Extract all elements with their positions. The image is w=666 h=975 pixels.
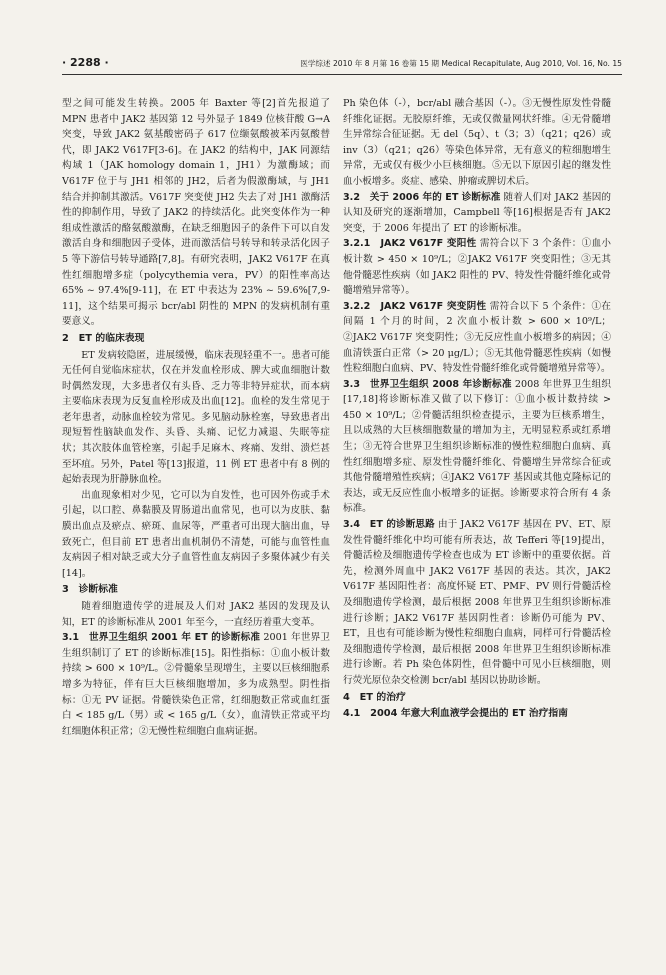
running-header	[62, 56, 622, 75]
text-jak2-positive: 需符合以下 3 个条件：①血小板计数 > 450 × 10⁹/L；②JAK2 V617F 突变阳性；③无其他骨髓恶性疾病（如 JAK2 阳性的 PV、特发性骨髓纤维化或骨髓增殖异常等）。	[343, 238, 611, 297]
paragraph-clinical-features: ET 发病较隐匿，进展缓慢，临床表现轻重不一。患者可能无任何自觉临床症状，仅在并发血栓形成、脾大或血细胞计数时偶然发现，大多患者仅有头昏、乏力等非特异症状，而本病主要临床表现为反复血栓形成及出血[12]。血栓的发生常见于老年患者，动脉血栓较为常见。多见脑动脉栓塞，导致患者出现短暂性脑缺血发作、头昏、头痛、记忆力减退、失眠等症状；其次肢体血管栓塞，引起手足麻木、疼痛、发绀、溃烂甚至坏疽。另外，Patel 等[13]报道，11 例 ET 患者中有 8 例的起始表现为肝静脉血栓。	[62, 349, 330, 486]
heading-who-2008: 3.3 世界卫生组织 2008 年诊断标准	[343, 378, 512, 390]
page-number: · 2288 ·	[62, 56, 109, 69]
paragraph-who-2001	[62, 630, 330, 739]
text-jak2-negative: 需符合以下 5 个条件：①在间隔 1 个月的时间，2 次血小板计数 > 600 × 10⁹/L；②JAK2 V617F 突变阴性；③无反应性血小板增多的病因；④血清铁蛋白正常（> 20 μg/L）；⑤无其他骨髓恶性疾病（如慢性粒细胞白血病、PV、特发性骨髓纤维化或骨髓增殖异常等）。	[343, 300, 611, 375]
text-who-2001: 2001 年世界卫生组织制订了 ET 的诊断标准[15]。阳性指标：①血小板计数持续 > 600 × 10⁹/L。②骨髓象呈现增生，主要以巨核细胞系增多为特征，伴有巨大巨核细胞增加，多为成熟型。阴性指标：①无 PV 证据。骨髓铁染色正常，红细胞数正常或血红蛋白 < 185 g/L（男）或 < 165 g/L（女），血清铁正常或平均红细胞体积正常；②无慢性粒细胞白血病证据。	[62, 632, 330, 737]
heading-jak2-positive: 3.2.1 JAK2 V617F 变阳性	[343, 238, 477, 250]
paragraph-who-2001-continued: Ph 染色体（-），bcr/abl 融合基因（-）。③无慢性原发性骨髓纤维化证据。无胶原纤维，无或仅微量网状纤维。④无骨髓增生异常综合征证据。无 del（5q）、t（3；3）（q21；q26）或 inv（3）（q21；q26）等染色体异常，无有意义的粒细胞增生异常，无或仅有极少小巨核细胞。⑤无以下原因引起的继发性血小板增多。炎症、感染、肿瘤或脾切术后。	[343, 98, 611, 187]
paragraph-jak2-positive	[343, 236, 611, 298]
heading-jak2-negative: 3.2.2 JAK2 V617F 突变阴性	[343, 300, 487, 312]
right-column	[343, 96, 611, 946]
text-who-2008: 2008 年世界卫生组织[17,18]将诊断标准又做了以下修订：①血小板计数持续 > 450 × 10⁹/L；②骨髓活组织检查提示，主要为巨核系增生，且以成熟的大巨核细胞数量的增加为主，无明显粒系或红系增生；③无符合世界卫生组织诊断标准的慢性粒细胞白血病、真性红细胞增多症、原发性骨髓纤维化、骨髓增生异常综合征或其他骨髓增殖性疾病；④JAK2 V617F 基因或其他克隆标记的表达，或无反应性血小板增多的证据。诊断要求符合所有 4 条标准。	[343, 378, 611, 515]
heading-diagnostic-criteria: 3 诊断标准	[62, 584, 118, 596]
heading-diagnostic-approach: 3.4 ET 的诊断思路	[343, 519, 435, 531]
heading-treatment: 4 ET 的治疗	[343, 691, 406, 703]
heading-clinical-features: 2 ET 的临床表现	[62, 332, 145, 344]
text-diagnostic-approach: 由于 JAK2 V617F 基因在 PV、ET、原发性骨髓纤维化中均可能有所表达，故 Tefferi 等[19]提出，骨髓活检及细胞遗传学检查也成为 ET 诊断中的重要依据。首先，检测外周血中 JAK2 V617F 基因的表达。其次，JAK2 V617F 基因阳性者：高度怀疑 ET、PMF、PV 则行骨髓活检及细胞遗传学检测，最后根据 2008 年世界卫生组织诊断标准进行诊断；JAK2 V617F 基因阴性者：诊断仍可能为 PV、ET，且也有可能诊断为慢性粒细胞白血病，同样可行骨髓活检及细胞遗传学检测，最后根据 2008 年世界卫生组织诊断标准进行诊断。若 Ph 染色体阴性，但骨髓中可见小巨核细胞，则行荧光原位杂交检测 bcr/abl 基因以协助诊断。	[343, 519, 611, 686]
paragraph-2006-criteria	[343, 190, 611, 237]
heading-who-2001: 3.1 世界卫生组织 2001 年 ET 的诊断标准	[62, 632, 261, 644]
paragraph-bleeding: 出血现象相对少见，它可以为自发性，也可因外伤或手术引起，以口腔、鼻黏膜及胃肠道出血常见，也可以为皮肤、黏膜出血点及瘀点、瘀斑、血尿等，严重者可出现大脑出血，导致死亡，但目前 ET 患者出血机制仍不清楚，可能与血管性血友病因子相对缺乏或大分子血管性血友病因子多聚体减少有关[14]。	[62, 489, 330, 579]
left-column	[62, 96, 330, 946]
heading-2006-criteria: 3.2 关于 2006 年的 ET 诊断标准	[343, 191, 501, 203]
paragraph-who-2008	[343, 377, 611, 517]
paragraph-jak2-mutation: 型之间可能发生转换。2005 年 Baxter 等[2]首先报道了 MPN 患者中 JAK2 基因第 12 号外显子 1849 位核苷酸 G→A 突变，导致 JAK2 氨基酸密码子 617 位缬氨酸被苯丙氨酸替代，即 JAK2 V617F[3-6]。在 JAK2 的结构中，JAK 同源结构域 1（JAK homology domain 1，JH1）为激酶域；而 V617F 位于与 JH1 相邻的 JH2，后者为假激酶域，与 JH1 结合并抑制其激活。V617F 突变使 JH2 失去了对 JH1 激酶活性的抑制作用，导致了 JAK2 的持续活化。此突变体作为一种组成性激活的酪氨酸激酶，在缺乏细胞因子的条件下可以自发激活自身和细胞因子受体，进而激活信号转导和转录活化因子 5 等下游信号转导通路[7,8]。有研究表明，JAK2 V617F 在真性红细胞增多症（polycythemia vera，PV）的阳性率高达 65% ~ 97.4%[9-11]，在 ET 中表达为 23% ~ 59.6%[7,9-11]，这个结果可揭示 bcr/abl 阴性的 MPN 的发病机制有重要意义。	[62, 98, 330, 328]
heading-treatment-guideline: 4.1 2004 年意大利血液学会提出的 ET 治疗指南	[343, 708, 568, 720]
paragraph-jak2-negative	[343, 299, 611, 377]
paragraph-diagnostic-approach	[343, 517, 611, 689]
journal-citation: 医学综述 2010 年 8 月第 16 卷第 15 期 Medical Recapitulate, Aug 2010, Vol. 16, No. 15	[300, 59, 622, 68]
text-2006-criteria: 随着人们对 JAK2 基因的认知及研究的逐渐增加，Campbell 等[16]根据是否有 JAK2 突变，于 2006 年提出了 ET 的诊断标准。	[343, 191, 611, 234]
paragraph-diagnostic-intro: 随着细胞遗传学的进展及人们对 JAK2 基因的发现及认知，ET 的诊断标准从 2001 年至今，一直经历着重大变革。	[62, 601, 330, 628]
